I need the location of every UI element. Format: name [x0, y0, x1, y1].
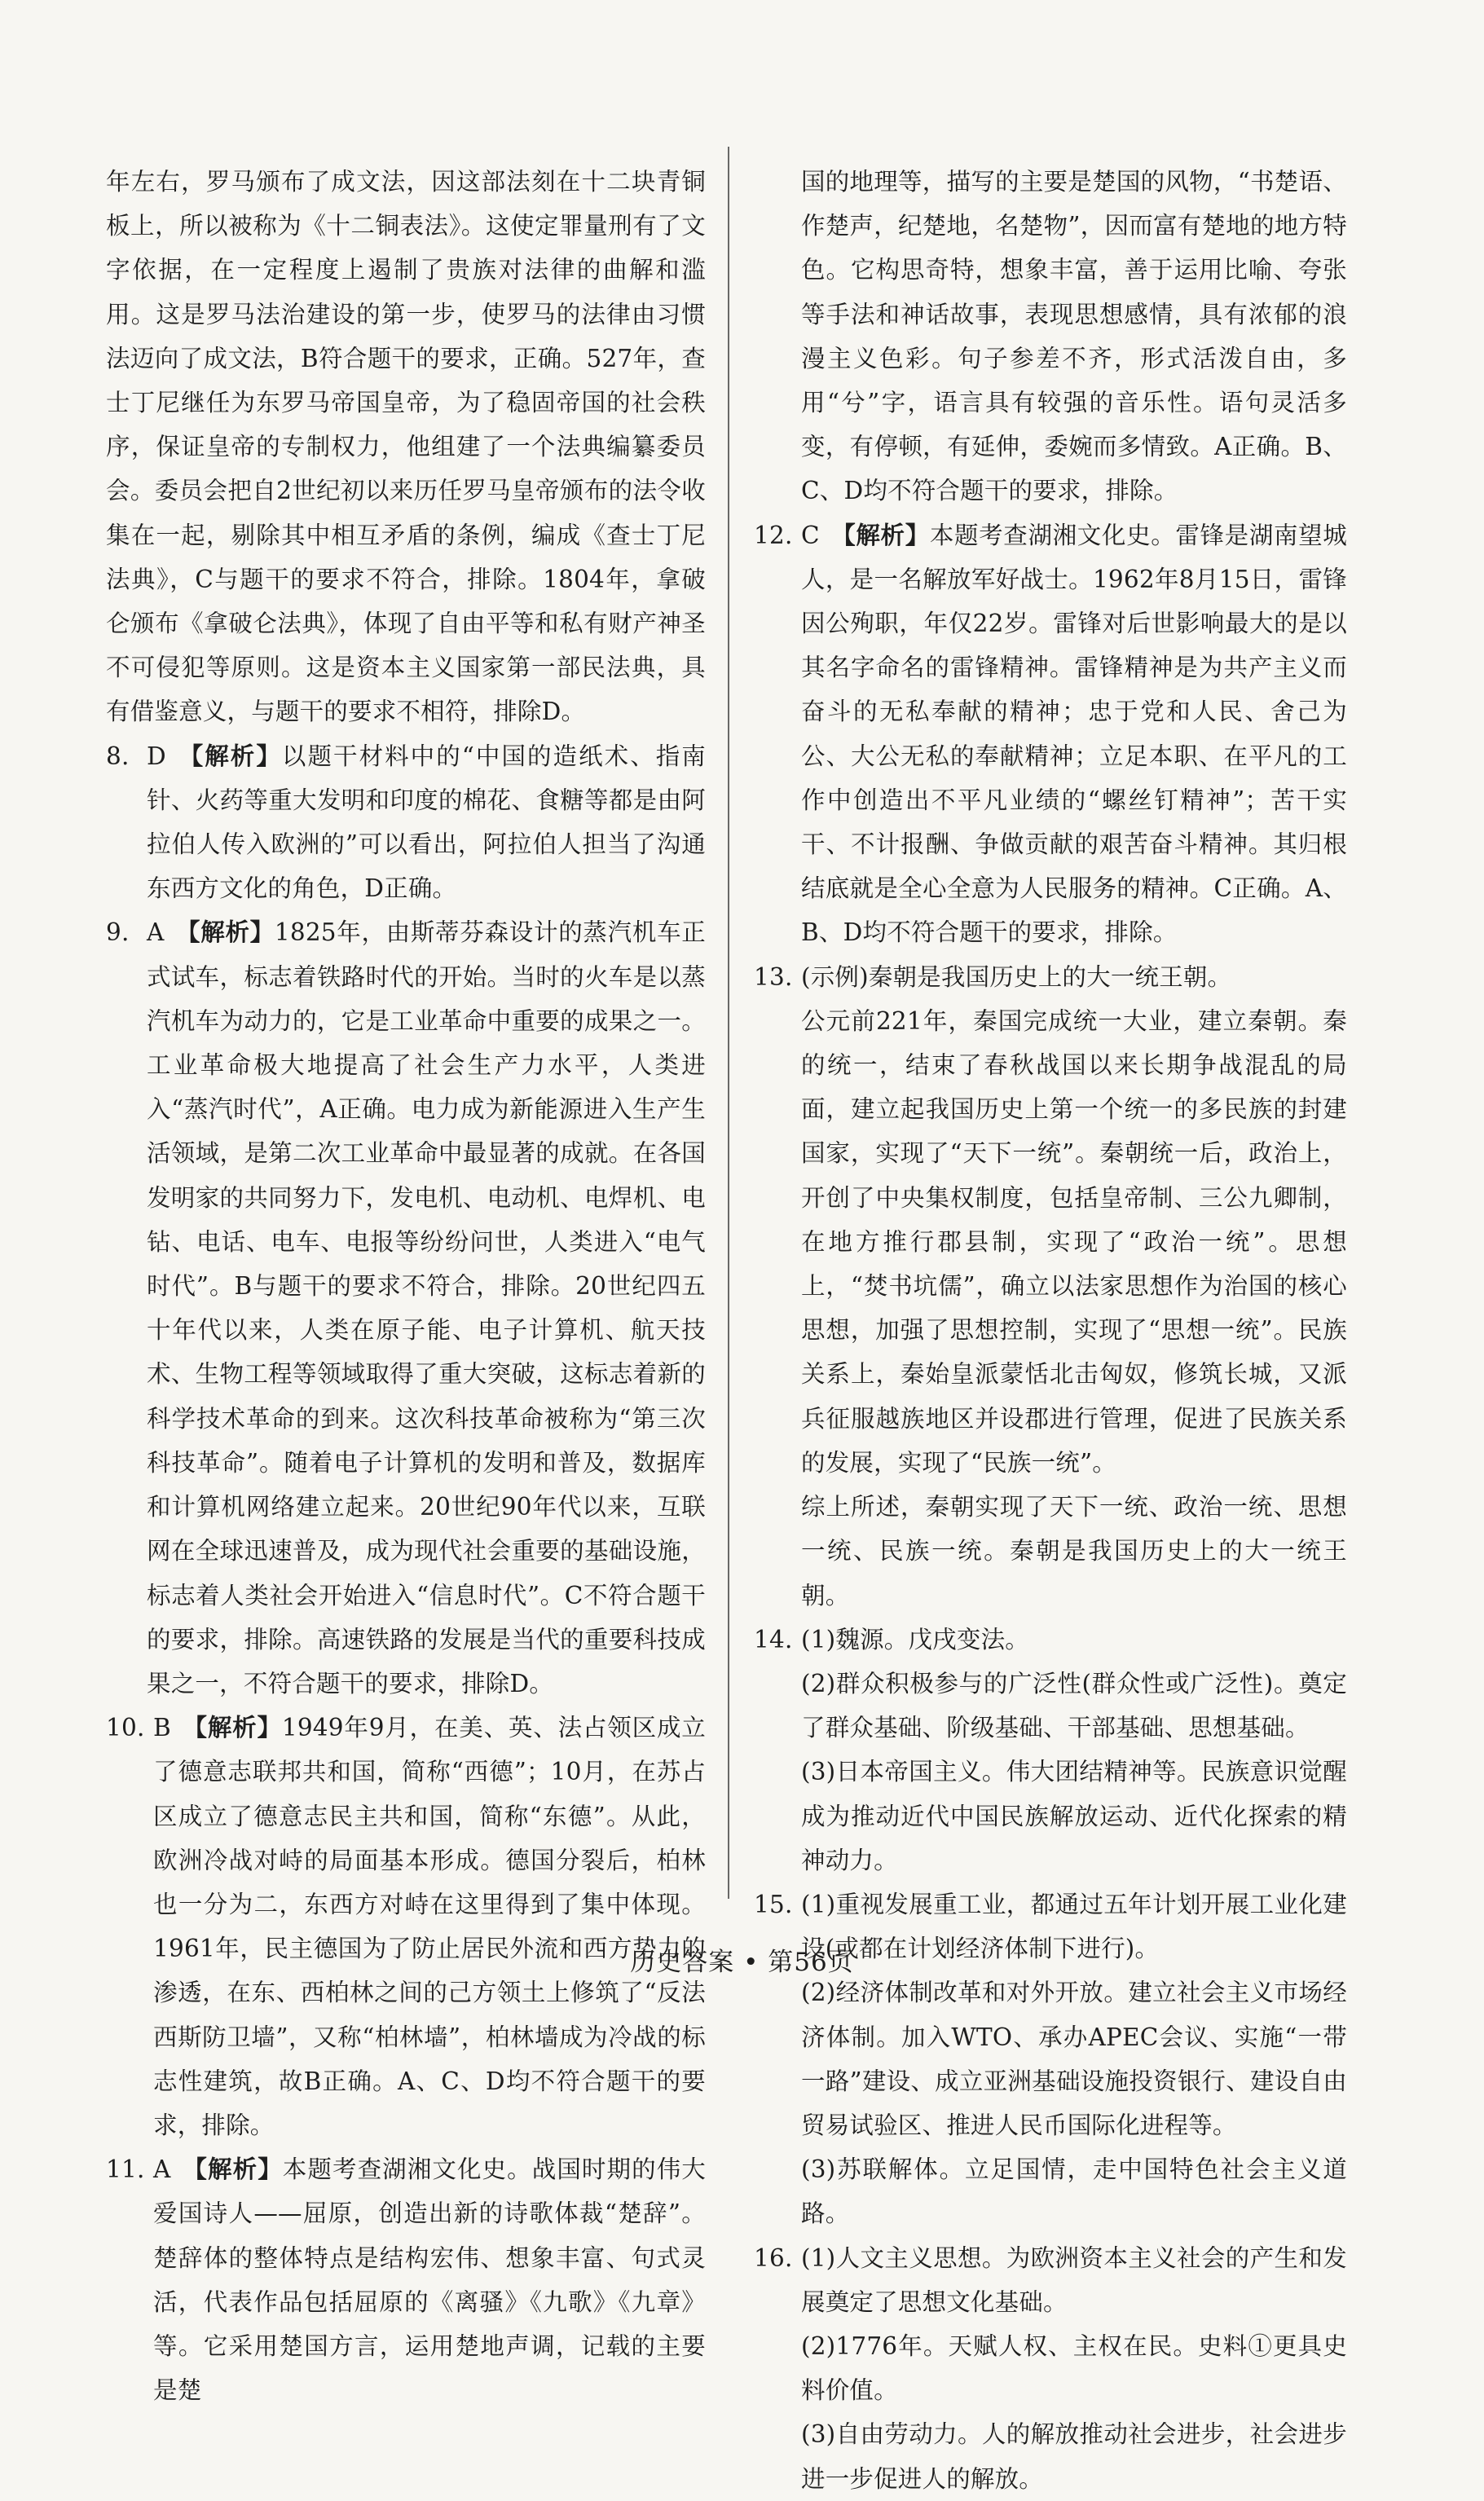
q15-part-3: (3)苏联解体。立足国情，走中国特色社会主义道路。: [801, 2155, 1347, 2228]
question-8: [106, 734, 706, 911]
question-number: 13.: [754, 962, 793, 991]
q14-part-3: (3)日本帝国主义。伟大团结精神等。民族意识觉醒成为推动近代中国民族解放运动、近代化探索的精神动力。: [801, 1758, 1347, 1874]
question-number: 14.: [754, 1625, 793, 1653]
q7-continuation: 年左右，罗马颁布了成文法，因这部法刻在十二块青铜板上，所以被称为《十二铜表法》。这使定罪量刑有了文字依据，在一定程度上遏制了贵族对法律的曲解和滥用。这是罗马法治建设的第一步，使罗马的法律由习惯法迈向了成文法，B符合题干的要求，正确。527年，查士丁尼继任为东罗马帝国皇帝，为了稳固帝国的社会秩序，保证皇帝的专制权力，他组建了一个法典编纂委员会。委员会把自2世纪初以来历任罗马皇帝颁布的法令收集在一起，剔除其中相互矛盾的条例，编成《查士丁尼法典》，C与题干的要求不符合，排除。1804年，拿破仑颁布《拿破仑法典》，体现了自由平等和私有财产神圣不可侵犯等原则。这是资本主义国家第一部民法典，具有借鉴意义，与题干的要求不相符，排除D。: [106, 168, 706, 726]
analysis-tag: 【解析】: [182, 2155, 283, 2184]
answer-letter: A: [153, 2155, 171, 2184]
question-number: 8.: [106, 742, 130, 770]
analysis-text: 1949年9月，在美、英、法占领区成立了德意志联邦共和国，简称“西德”；10月，在苏占区成立了德意志民主共和国，简称“东德”。从此，欧洲冷战对峙的局面基本形成。德国分裂后，柏林也一分为二，东西方对峙在这里得到了集中体现。1961年，民主德国为了防止居民外流和西方势力的渗透，在东、西柏林之间的己方领土上修筑了“反法西斯防卫墙”，又称“柏林墙”，柏林墙成为冷战的标志性建筑，故B正确。A、C、D均不符合题干的要求，排除。: [153, 1714, 706, 2139]
question-number: 9.: [106, 918, 130, 947]
question-number: 16.: [754, 2243, 793, 2272]
question-number: 11.: [106, 2155, 145, 2184]
analysis-text: 以题干材料中的“中国的造纸术、指南针、火药等重大发明和印度的棉花、食糖等都是由阿拉伯人传入欧洲的”可以看出，阿拉伯人担当了沟通东西方文化的角色，D正确。: [147, 742, 706, 903]
question-16: [754, 2236, 1347, 2501]
analysis-text: 1825年，由斯蒂芬森设计的蒸汽机车正式试车，标志着铁路时代的开始。当时的火车是以蒸汽机车为动力的，它是工业革命中重要的成果之一。工业革命极大地提高了社会生产力水平，人类进入“蒸汽时代”，A正确。电力成为新能源进入生产生活领域，是第二次工业革命中最显著的成就。在各国发明家的共同努力下，发电机、电动机、电焊机、电钻、电话、电车、电报等纷纷问世，人类进入“电气时代”。B与题干的要求不符合，排除。20世纪四五十年代以来，人类在原子能、电子计算机、航天技术、生物工程等领域取得了重大突破，这标志着新的科学技术革命的到来。这次科技革命被称为“第三次科技革命”。随着电子计算机的发明和普及，数据库和计算机网络建立起来。20世纪90年代以来，互联网在全球迅速普及，成为现代社会重要的基础设施，标志着人类社会开始进入“信息时代”。C不符合题干的要求，排除。高速铁路的发展是当代的重要科技成果之一，不符合题干的要求，排除D。: [147, 918, 706, 1697]
question-number: 12.: [754, 521, 793, 549]
answer-letter: C: [801, 521, 820, 549]
q13-lead: (示例)秦朝是我国历史上的大一统王朝。: [801, 962, 1232, 991]
q15-part-2: (2)经济体制改革和对外开放。建立社会主义市场经济体制。加入WTO、承办APEC会议、实施“一带一路”建设、成立亚洲基础设施投资银行、建设自由贸易试验区、推进人民币国际化进程等。: [801, 1979, 1347, 2139]
left-column: [106, 160, 706, 2412]
q16-part-3: (3)自由劳动力。人的解放推动社会进步，社会进步进一步促进人的解放。: [801, 2420, 1347, 2493]
question-12: [754, 513, 1347, 955]
q13-paragraph-1: 公元前221年，秦国完成统一大业，建立秦朝。秦的统一，结束了春秋战国以来长期争战混乱的局面，建立起我国历史上第一个统一的多民族的封建国家，实现了“天下一统”。秦朝统一后，政治上，开创了中央集权制度，包括皇帝制、三公九卿制，在地方推行郡县制，实现了“政治一统”。思想上，“焚书坑儒”，确立以法家思想作为治国的核心思想，加强了思想控制，实现了“思想一统”。民族关系上，秦始皇派蒙恬北击匈奴，修筑长城，又派兵征服越族地区并设郡进行管理，促进了民族关系的发展，实现了“民族一统”。: [801, 1006, 1347, 1477]
question-11: [106, 2147, 706, 2412]
analysis-tag: 【解析】: [182, 1713, 282, 1742]
question-10: [106, 1706, 706, 2147]
analysis-tag: 【解析】: [830, 520, 930, 549]
page-footer: 历史答案 • 第56页: [630, 1948, 854, 1977]
question-13: [754, 955, 1347, 1618]
analysis-text: 本题考查湖湘文化史。战国时期的伟大爱国诗人——屈原，创造出新的诗歌体裁“楚辞”。楚辞体的整体特点是结构宏伟、想象丰富、句式灵活，代表作品包括屈原的《离骚》《九歌》《九章》等。它采用楚国方言，运用楚地声调，记载的主要是楚: [153, 2155, 706, 2405]
answer-letter: D: [147, 742, 166, 770]
q14-part-1: (1)魏源。戊戌变法。: [801, 1625, 1029, 1653]
q16-part-2: (2)1776年。天赋人权、主权在民。史料①更具史料价值。: [801, 2331, 1347, 2405]
right-column: [754, 160, 1347, 2501]
analysis-tag: 【解析】: [177, 741, 282, 770]
analysis-text: 本题考查湖湘文化史。雷锋是湖南望城人，是一名解放军好战士。1962年8月15日，雷锋因公殉职，年仅22岁。雷锋对后世影响最大的是以其名字命名的雷锋精神。雷锋精神是为共产主义而奋斗的无私奉献的精神；忠于党和人民、舍己为公、大公无私的奉献精神；立足本职、在平凡的工作中创造出不平凡业绩的“螺丝钉精神”；苦干实干、不计报酬、争做贡献的艰苦奋斗精神。其归根结底就是全心全意为人民服务的精神。C正确。A、B、D均不符合题干的要求，排除。: [801, 521, 1347, 947]
q14-part-2: (2)群众积极参与的广泛性(群众性或广泛性)。奠定了群众基础、阶级基础、干部基础、思想基础。: [801, 1669, 1347, 1742]
column-divider: [728, 147, 729, 1899]
answer-letter: B: [153, 1714, 171, 1742]
q15-part-1: (1)重视发展重工业，都通过五年计划开展工业化建设(或都在计划经济体制下进行)。: [801, 1890, 1347, 1963]
question-number: 15.: [754, 1890, 793, 1918]
question-15: [754, 1882, 1347, 2236]
answer-letter: A: [147, 918, 165, 947]
question-14: [754, 1618, 1347, 1882]
analysis-tag: 【解析】: [175, 918, 275, 947]
question-9: [106, 910, 706, 1706]
q16-part-1: (1)人文主义思想。为欧洲资本主义社会的产生和发展奠定了思想文化基础。: [801, 2243, 1347, 2316]
q13-paragraph-2: 综上所述，秦朝实现了天下一统、政治一统、思想一统、民族一统。秦朝是我国历史上的大一统王朝。: [801, 1493, 1347, 1609]
question-number: 10.: [106, 1714, 145, 1742]
q11-continuation: 国的地理等，描写的主要是楚国的风物，“书楚语、作楚声，纪楚地，名楚物”，因而富有楚地的地方特色。它构思奇特，想象丰富，善于运用比喻、夸张等手法和神话故事，表现思想感情，具有浓郁的浪漫主义色彩。句子参差不齐，形式活泼自由，多用“兮”字，语言具有较强的音乐性。语句灵活多变，有停顿，有延伸，委婉而多情致。A正确。B、C、D均不符合题干的要求，排除。: [801, 168, 1347, 505]
